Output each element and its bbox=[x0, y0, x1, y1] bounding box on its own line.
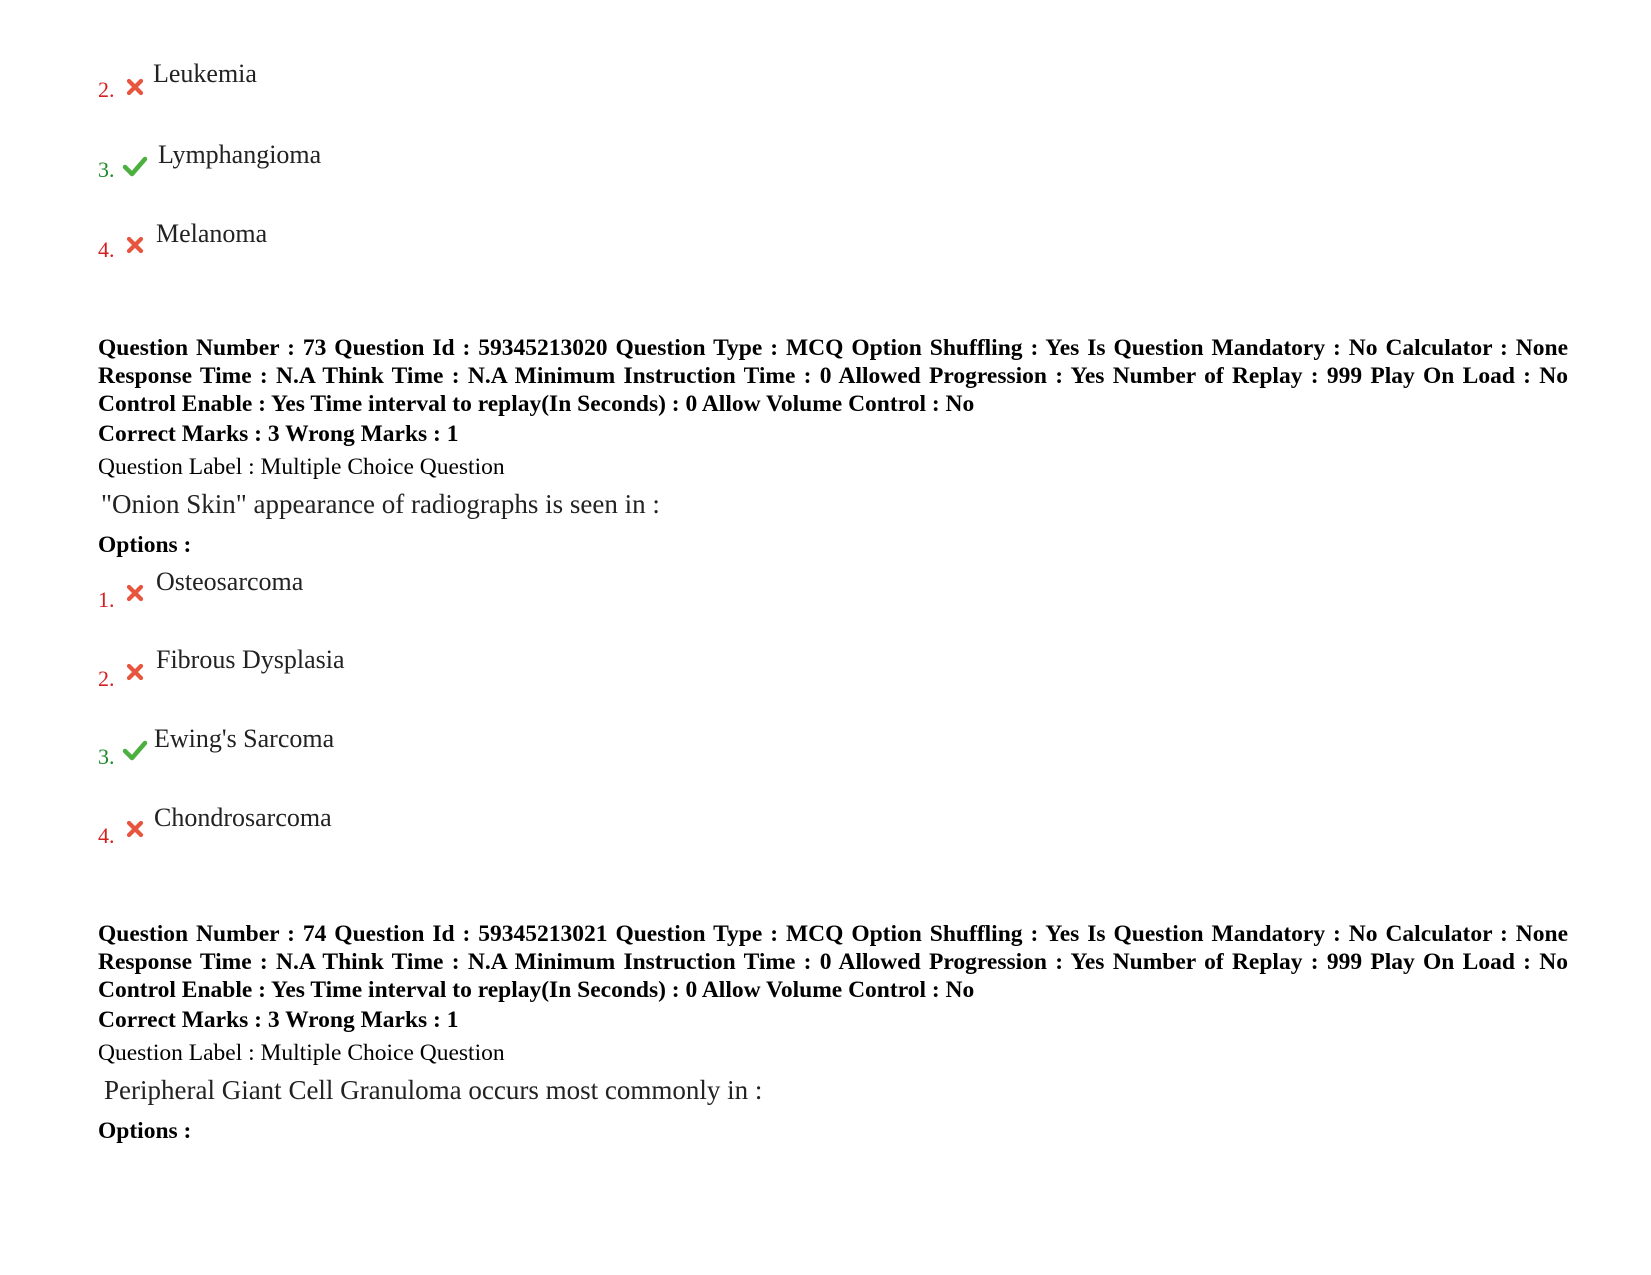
question-marks: Correct Marks : 3 Wrong Marks : 1 bbox=[98, 421, 459, 447]
option-text: Melanoma bbox=[156, 219, 268, 248]
question-label: Question Label : Multiple Choice Question bbox=[98, 1040, 505, 1066]
option-number: 3. bbox=[98, 744, 115, 769]
cross-icon bbox=[124, 76, 146, 98]
option-text: Chondrosarcoma bbox=[154, 803, 332, 832]
option-text: Osteosarcoma bbox=[156, 567, 304, 596]
option-number: 4. bbox=[98, 237, 115, 262]
option-number: 2. bbox=[98, 666, 115, 691]
option-text: Lymphangioma bbox=[158, 140, 322, 169]
cross-icon bbox=[124, 582, 146, 604]
question-meta: Question Number : 74 Question Id : 59345213021 Question Type : MCQ Option Shuffling : Yes Is Question Mandatory : No Calculator : None Response Time : N.A Think Time : N.A Minimum Instruction Time : 0 Allowed Progression : Yes Number of Replay : 999 Play On Load : No Control Enable : Yes Time interval to replay(In Seconds) : 0 Allow Volume Control : No bbox=[98, 921, 1568, 1003]
cross-icon bbox=[124, 661, 146, 683]
question-label: Question Label : Multiple Choice Question bbox=[98, 454, 505, 480]
option-text: Fibrous Dysplasia bbox=[156, 645, 345, 674]
question-meta: Question Number : 73 Question Id : 59345213020 Question Type : MCQ Option Shuffling : Yes Is Question Mandatory : No Calculator : None Response Time : N.A Think Time : N.A Minimum Instruction Time : 0 Allowed Progression : Yes Number of Replay : 999 Play On Load : No Control Enable : Yes Time interval to replay(In Seconds) : 0 Allow Volume Control : No bbox=[98, 335, 1568, 417]
option-text: Leukemia bbox=[153, 59, 257, 88]
cross-icon bbox=[124, 818, 146, 840]
question-text: "Onion Skin" appearance of radiographs is seen in : bbox=[101, 489, 660, 519]
question-text: Peripheral Giant Cell Granuloma occurs most commonly in : bbox=[104, 1075, 763, 1105]
option-number: 4. bbox=[98, 823, 115, 848]
check-icon bbox=[122, 154, 148, 178]
option-number: 2. bbox=[98, 77, 115, 102]
options-heading: Options : bbox=[98, 532, 192, 558]
option-number: 3. bbox=[98, 157, 115, 182]
check-icon bbox=[122, 738, 148, 762]
cross-icon bbox=[124, 234, 146, 256]
option-text: Ewing's Sarcoma bbox=[154, 724, 335, 753]
options-heading: Options : bbox=[98, 1118, 192, 1144]
question-marks: Correct Marks : 3 Wrong Marks : 1 bbox=[98, 1007, 459, 1033]
option-number: 1. bbox=[98, 587, 115, 612]
